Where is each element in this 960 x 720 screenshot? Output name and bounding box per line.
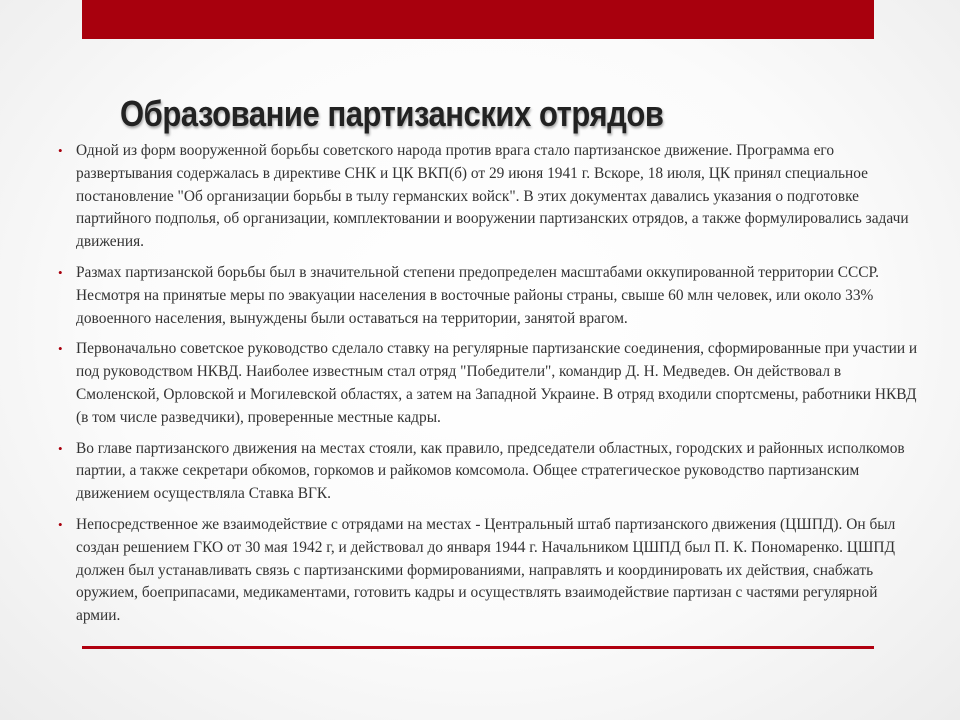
slide-title: Образование партизанских отрядов <box>120 93 664 134</box>
bullet-item <box>58 338 918 429</box>
bullet-text: Во главе партизанского движения на местах стояли, как правило, председатели областных, городских и районных исполкомов партии, а также секретари обкомов, горкомов и райкомов комсомола. Общее стратегическое руководство партизанским движением осуществляла Ставка ВГК. <box>76 439 905 503</box>
bullet-dot-icon: • <box>58 341 63 357</box>
bottom-underline <box>82 646 874 649</box>
bullet-text: Первоначально советское руководство сделало ставку на регулярные партизанские соединения, сформированные при участии и под руководством НКВД. Наиболее известным стал отряд "Победители", командир Д. Н. Медведев. Он действовал в Смоленской, Орловской и Могилевской областях, а затем на Западной Украине. В отряд входили спортсмены, работники НКВД (в том числе разведчики), проверенные местные кадры. <box>76 340 918 426</box>
bullet-list <box>58 140 918 636</box>
bullet-item <box>58 140 918 254</box>
bullet-dot-icon: • <box>58 264 63 280</box>
bullet-dot-icon: • <box>58 516 63 532</box>
bullet-dot-icon: • <box>58 440 63 456</box>
bullet-text: Размах партизанской борьбы был в значительной степени предопределен масштабами оккупированной территории СССР. Несмотря на принятые меры по эвакуации населения в восточные районы страны, свыше 60 млн человек, или около 33% довоенного населения, вынуждены были оставаться на территории, занятой врагом. <box>76 263 879 327</box>
bullet-text: Непосредственное же взаимодействие с отрядами на местах - Центральный штаб партизанского движения (ЦШПД). Он был создан решением ГКО от 30 мая 1942 г, и действовал до января 1944 г. Начальником ЦШПД был П. К. Пономаренко. ЦШПД должен был устанавливать связь с партизанскими формированиями, направлять и координировать их действия, снабжать оружием, боеприпасами, медикаментами, готовить кадры и осуществлять взаимодействие партизан с частями регулярной армии. <box>76 515 896 625</box>
bullet-item <box>58 438 918 506</box>
bullet-item <box>58 514 918 628</box>
bullet-item <box>58 262 918 330</box>
bullet-dot-icon: • <box>58 143 63 158</box>
top-banner <box>82 0 874 39</box>
bullet-text: Одной из форм вооруженной борьбы советского народа против врага стало партизанское движение. Программа его развертывания содержалась в директиве СНК и ЦК ВКП(б) от 29 июня 1941 г. Вскоре, 18 июля, ЦК принял специальное постановление "Об организации борьбы в тылу германских войск". В этих документах давались указания о подготовке партийного подполья, об организации, комплектовании и вооружении партизанских отрядов, а также формулировались задачи движения. <box>76 142 909 251</box>
